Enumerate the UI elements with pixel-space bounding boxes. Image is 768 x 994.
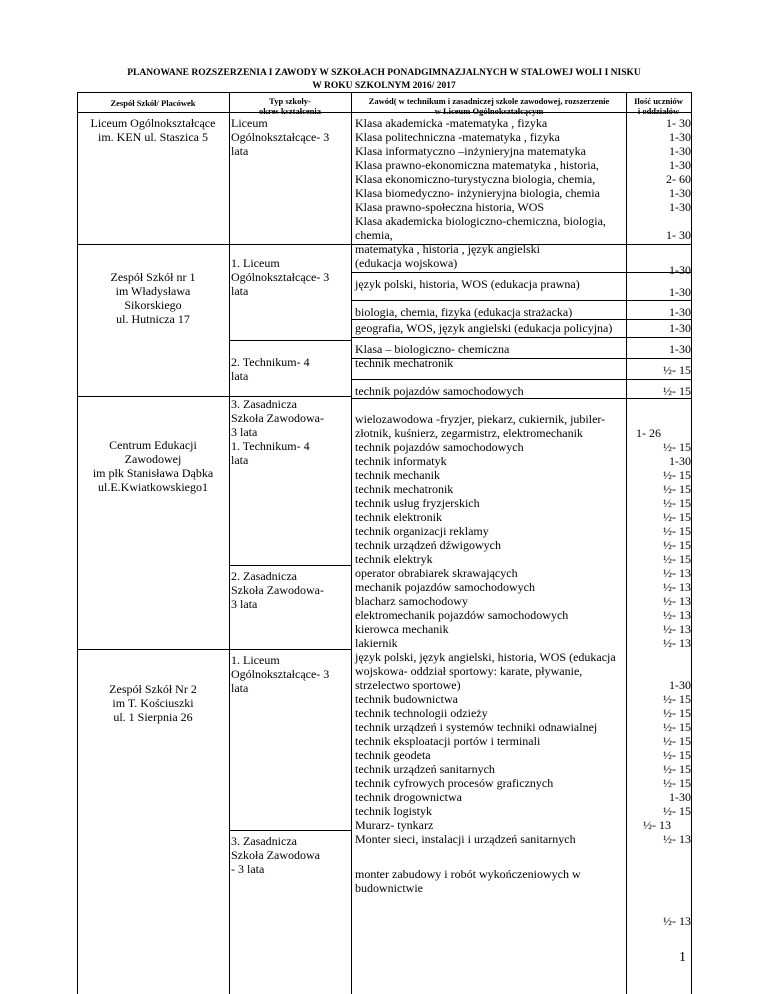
profession-row: geografia, WOS, język angielski (edukacja policyjna) [355,321,613,335]
profession-row: monter zabudowy i robót wykończeniowych w [355,867,581,881]
header-type-line1: Typ szkoły- [269,96,311,106]
school-line: im. KEN ul. Staszica 5 [98,130,208,144]
count-cell: ½- 15 [663,720,691,734]
rule [77,396,229,397]
count-cell: 1-30 [669,186,691,200]
count-cell: ½- 15 [663,804,691,818]
profession-row: technik drogownictwa [355,790,462,804]
profession-row: technik informatyk [355,454,447,468]
school-name [78,682,228,724]
count-cell: ½- 15 [663,482,691,496]
school-line: Zespół Szkół nr 1 [110,270,196,284]
count-cell: ½- 13 [663,622,691,636]
profession-row: Klasa – biologiczno- chemiczna [355,342,510,356]
count-cell: ½- 13 [663,580,691,594]
profession-row: technik organizacji reklamy [355,524,489,538]
header-profession-line2: w Liceum Ogólnokształcącym [434,106,544,116]
rule [229,340,351,341]
title-line-2: W ROKU SZKOLNYM 2016/ 2017 [312,81,456,91]
header-type [231,96,349,116]
profession-row: język polski, historia, WOS (edukacja prawna) [355,277,580,291]
count-cell: ½- 15 [663,440,691,454]
school-line: Centrum Edukacji [109,438,197,452]
rule [77,649,229,650]
header-profession-line1: Zawód( w technikum i zasadniczej szkole zawodowej, rozszerzenie [368,96,610,106]
count-cell: 1-30 [669,454,691,468]
count-cell: 1-30 [669,130,691,144]
profession-row: technik mechanik [355,468,440,482]
school-line: Zespół Szkół Nr 2 [109,682,197,696]
count-cell: ½- 13 [663,608,691,622]
rule [229,649,351,650]
profession-row: strzelectwo sportowe) [355,678,461,692]
school-type: 2. Zasadnicza Szkoła Zawodowa- 3 lata [231,569,324,611]
school-line: im Władysława [115,284,191,298]
school-type: 2. Technikum- 4 lata [231,355,310,383]
rule [351,398,691,399]
count-cell: 1- 26 [636,426,661,440]
profession-row: Murarz- tynkarz [355,818,434,832]
school-line: ul.E.Kwiatkowskiego1 [98,480,208,494]
profession-row: technik logistyk [355,804,432,818]
profession-row: technik cyfrowych procesów graficznych [355,776,554,790]
profession-row: mechanik pojazdów samochodowych [355,580,535,594]
profession-row: technik technologii odzieży [355,706,488,720]
header-school: Zespół Szkół/ Placówek [110,98,196,108]
school-line: im T. Kościuszki [112,696,194,710]
rule [77,92,78,994]
count-cell: ½- 13 [663,636,691,650]
rule [351,337,691,338]
profession-row: biologia, chemia, fizyka (edukacja strażacka) [355,305,573,319]
count-cell: ½- 15 [663,538,691,552]
school-line: ul. Hutnicza 17 [116,312,190,326]
count-cell: 1-30 [669,158,691,172]
count-cell: 1- 30 [666,116,691,130]
count-cell: ½- 15 [663,496,691,510]
count-cell: ½- 15 [663,762,691,776]
count-cell: ½- 13 [663,566,691,580]
count-cell: ½- 15 [663,363,691,377]
profession-row: Klasa prawno-społeczna historia, WOS [355,200,545,214]
count-cell: ½- 13 [643,818,671,832]
count-cell: ½- 15 [663,468,691,482]
profession-row: technik usług fryzjerskich [355,496,480,510]
count-cell: ½- 15 [663,384,691,398]
profession-row: technik urządzeń i systemów techniki odnawialnej [355,720,598,734]
school-line: ul. 1 Sierpnia 26 [113,710,193,724]
rule [351,300,691,301]
profession-row: Klasa akademicka -matematyka , fizyka [355,116,548,130]
count-cell: 1-30 [669,263,691,277]
count-cell: ½- 13 [663,832,691,846]
count-cell: 1-30 [669,305,691,319]
school-line: Liceum Ogólnokształcące [90,116,216,130]
profession-row: technik urządzeń sanitarnych [355,762,495,776]
school-type: 3. Zasadnicza Szkoła Zawodowa - 3 lata [231,834,320,876]
school-type: 1. Liceum Ogólnokształcące- 3 lata [231,653,330,695]
count-cell: ½- 15 [663,734,691,748]
count-cell: ½- 15 [663,706,691,720]
count-cell: 1-30 [669,285,691,299]
school-line: Sikorskiego [124,298,182,312]
profession-row: Klasa prawno-ekonomiczna matematyka , historia, [355,158,599,172]
profession-row: lakiernik [355,636,398,650]
profession-row: kierowca mechanik [355,622,449,636]
count-cell: ½- 15 [663,510,691,524]
profession-row: elektromechanik pojazdów samochodowych [355,608,569,622]
school-type: 3. Zasadnicza Szkoła Zawodowa- 3 lata 1. Technikum- 4 lata [231,397,324,467]
profession-row: Klasa informatyczno –inżynieryjna matematyka [355,144,586,158]
profession-row: złotnik, kuśnierz, zegarmistrz, elektromechanik [355,426,583,440]
profession-row: technik pojazdów samochodowych [355,440,524,454]
rule [351,379,691,380]
profession-row: technik elektronik [355,510,442,524]
rule [77,92,692,93]
count-cell: 1-30 [669,321,691,335]
rule [77,244,229,245]
header-type-line2: okres kształcenia [259,106,321,116]
profession-row: Monter sieci, instalacji i urządzeń sanitarnych [355,832,576,846]
count-cell: ½- 15 [663,748,691,762]
school-name [78,438,228,494]
count-cell: 2- 60 [666,172,691,186]
profession-row: (edukacja wojskowa) [355,256,458,270]
school-line: im płk Stanisława Dąbka [92,466,214,480]
profession-row: budownictwie [355,881,423,895]
school-type: Liceum Ogólnokształcące- 3 lata [231,116,330,158]
header-profession [353,96,625,116]
profession-row: Klasa biomedyczno- inżynieryjna biologia, chemia [355,186,600,200]
count-cell: 1-30 [669,790,691,804]
rule [351,319,691,320]
profession-row: język polski, język angielski, historia, WOS (edukacja [355,650,616,664]
title-line-1: PLANOWANE ROZSZERZENIA I ZAWODY W SZKOŁACH PONADGIMNAZJALNYCH W STALOWEJ WOLI I NISKU [127,68,641,78]
count-cell: ½- 15 [663,692,691,706]
count-cell: ½- 13 [663,914,691,928]
rule [691,92,692,994]
profession-row: matematyka , historia , język angielski [355,242,540,256]
header-count-line2: i oddziałów [637,106,680,116]
header-count [627,96,690,116]
rule [229,565,351,566]
rule [229,830,351,831]
count-cell: 1- 30 [666,228,691,242]
count-cell: ½- 15 [663,552,691,566]
profession-row: technik elektryk [355,552,433,566]
count-cell: ½- 15 [663,524,691,538]
count-cell: 1-30 [669,144,691,158]
profession-row: technik pojazdów samochodowych [355,384,524,398]
profession-row: blacharz samochodowy [355,594,468,608]
school-type: 1. Liceum Ogólnokształcące- 3 lata [231,256,330,298]
profession-row: wielozawodowa -fryzjer, piekarz, cukiernik, jubiler- [355,412,606,426]
profession-row: technik mechatronik [355,482,454,496]
school-line: Zawodowej [124,452,182,466]
profession-row: wojskowa- oddział sportowy: karate, pływanie, [355,664,583,678]
profession-row: Klasa politechniczna -matematyka , fizyka [355,130,560,144]
count-cell: ½- 15 [663,776,691,790]
profession-row: Klasa akademicka biologiczno-chemiczna, biologia, [355,214,606,228]
count-cell: 1-30 [669,342,691,356]
profession-row: chemia, [355,228,393,242]
profession-row: Klasa ekonomiczno-turystyczna biologia, chemia, [355,172,596,186]
profession-row: technik urządzeń dźwigowych [355,538,501,552]
page-number: 1 [679,950,686,965]
rule [229,92,230,994]
profession-row: technik mechatronik [355,356,454,370]
count-cell: ½- 13 [663,594,691,608]
count-cell: 1-30 [669,678,691,692]
profession-row: technik budownictwa [355,692,458,706]
profession-row: operator obrabiarek skrawających [355,566,518,580]
school-name [78,270,228,326]
profession-row: technik eksploatacji portów i terminali [355,734,541,748]
profession-row: technik geodeta [355,748,431,762]
school-name [78,116,228,144]
rule [351,92,352,994]
count-cell: 1-30 [669,200,691,214]
header-count-line1: Ilość uczniów [634,96,683,106]
